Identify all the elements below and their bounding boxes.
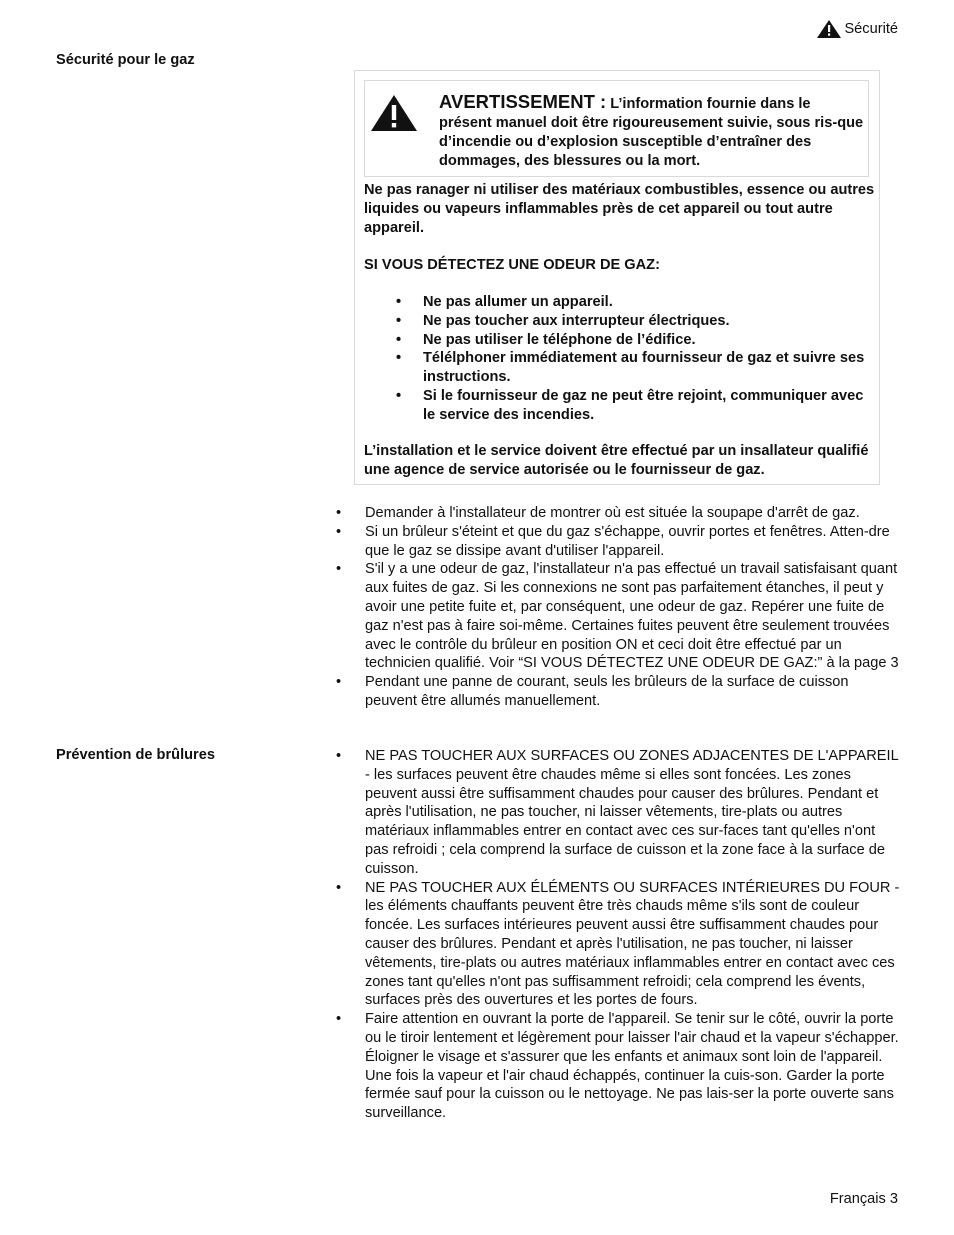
page-header	[817, 20, 898, 38]
list-item: • NE PAS TOUCHER AUX SURFACES OU ZONES ADJACENTES DE L'APPAREIL - les surfaces peuvent être chaudes même si elles sont foncées. Les zones peuvent aussi être suffisamment chaudes pour causer des brûlures. Pendant et après l'utilisation, ne pas toucher, ni laisser vêtements, tire-plats ou autres matériaux inflammables entrer en contact avec ces sur-faces tant qu'elles n'ont pas refroidi ; cela comprend la surface de cuisson et la zone face à la surface de cuisson.	[336, 748, 899, 877]
storage-warning: Ne pas ranager ni utiliser des matériaux combustibles, essence ou autres liquides ou vapeurs inflammables près de cet appareil ou tout autre appareil.	[364, 182, 875, 236]
list-item: • Télélphoner immédiatement au fournisseur de gaz et suivre ses instructions.	[396, 350, 865, 386]
installation-note: L’installation et le service doivent être effectué par un insallateur qualifié une agence de service autorisée ou le fournisseur de gaz.	[364, 443, 869, 478]
warning-text	[439, 92, 867, 171]
list-item: • Ne pas allumer un appareil.	[396, 294, 613, 310]
gas-safety-bullets	[336, 504, 900, 711]
gas-smell-steps	[396, 293, 870, 425]
list-item: • NE PAS TOUCHER AUX ÉLÉMENTS OU SURFACES INTÉRIEURES DU FOUR - les éléments chauffants peuvent être très chauds même s'ils sont de couleur foncée. Les surfaces intérieures peuvent aussi être suffisamment chaudes pour causer des brûlures. Pendant et après l'utilisation, ne pas toucher, ni laisser vêtements, tire-plats ou autres matériaux inflammables entrer en contact avec ces zones tant qu'elles n'ont pas suffisamment refroidi; cela comprend les évents, surfaces près des ouvertures et les portes de fours.	[336, 879, 900, 1009]
burn-prevention-bullets	[336, 747, 900, 1123]
list-item: • Pendant une panne de courant, seuls les brûleurs de la surface de cuisson peuvent être allumés manuellement.	[336, 674, 849, 709]
list-item: • S'il y a une odeur de gaz, l'installateur n'a pas effectué un travail satisfaisant quant aux fuites de gaz. Si les connexions ne sont pas parfaitement étanches, il peut y avoir une petite fuite et, par conséquent, une odeur de gaz. Repérer une fuite de gaz n'est pas à faire soi-même. Certaines fuites peuvent être seulement trouvées avec le contrôle du brûleur en position ON et ceci doit être effectué par un technicien qualifié. Voir “SI VOUS DÉTECTEZ UNE ODEUR DE GAZ:” à la page 3	[336, 561, 899, 672]
warning-message: L’information fournie dans le présent manuel doit être rigoureusement suivie, sous ris-que d’incendie ou d’explosion susceptible d’entraîner des dommages, des blessures ou la mort.	[439, 96, 864, 169]
warning-label: AVERTISSEMENT :	[439, 91, 607, 112]
section-title-gas-safety: Sécurité pour le gaz	[56, 52, 195, 68]
list-item: • Faire attention en ouvrant la porte de l'appareil. Se tenir sur le côté, ouvrir la porte ou le tiroir lentement et légèrement pour laisser l'air chaud et la vapeur s'échapper. Éloigner le visage et s'assurer que les enfants et animaux sont loin de l'appareil. Une fois la vapeur et l'air chaud échappés, continuer la cuis-son. Garder la porte fermée sauf pour la cuisson ou le nettoyage. Ne pas lais-ser la porte ouverte sans surveillance.	[336, 1011, 899, 1122]
list-item: • Ne pas utiliser le téléphone de l’édifice.	[396, 331, 696, 348]
section-title-burn-prevention: Prévention de brûlures	[56, 747, 215, 763]
gas-smell-heading: SI VOUS DÉTECTEZ UNE ODEUR DE GAZ:	[364, 257, 660, 273]
list-item: • Si le fournisseur de gaz ne peut être rejoint, communiquer avec le service des incendies.	[396, 387, 864, 423]
list-item: • Si un brûleur s'éteint et que du gaz s'échappe, ouvrir portes et fenêtres. Atten-dre que le gaz se dissipe avant d'utiliser l'appareil.	[336, 523, 890, 559]
warning-triangle-icon	[817, 20, 841, 38]
list-item: • Ne pas toucher aux interrupteur électriques.	[396, 312, 730, 329]
page-footer: Français 3	[829, 1191, 898, 1207]
warning-triangle-icon	[370, 94, 418, 132]
list-item: • Demander à l'installateur de montrer où est située la soupape d'arrêt de gaz.	[336, 505, 860, 521]
header-section-label: Sécurité	[844, 21, 898, 37]
